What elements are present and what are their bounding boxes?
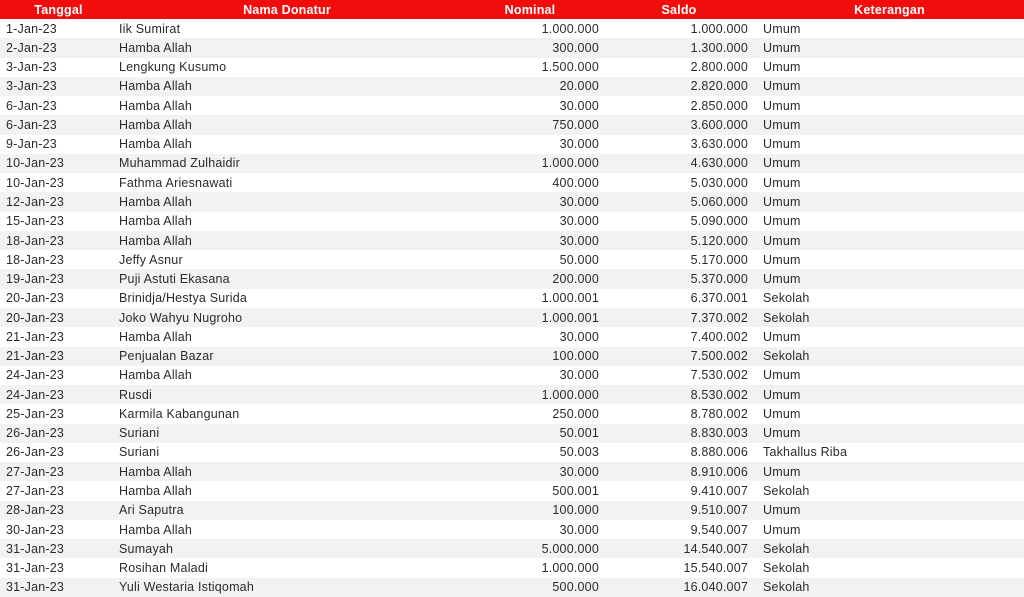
table-row[interactable] [0, 77, 1024, 96]
cell-saldo[interactable]: 1.000.000 [690, 21, 748, 36]
cell-nama-donatur[interactable]: Hamba Allah [119, 329, 193, 344]
cell-saldo[interactable]: 5.060.000 [690, 195, 748, 210]
cell-nama-donatur[interactable]: Rosihan Maladi [119, 561, 208, 576]
cell-nominal[interactable]: 1.500.000 [541, 60, 599, 75]
column-header-tanggal[interactable]: Tanggal [0, 0, 117, 19]
cell-nominal[interactable]: 30.000 [559, 195, 599, 210]
cell-saldo[interactable]: 2.820.000 [690, 79, 748, 94]
cell-saldo[interactable]: 8.530.002 [690, 387, 748, 402]
cell-saldo[interactable]: 3.600.000 [690, 117, 748, 132]
cell-nama-donatur[interactable]: Hamba Allah [119, 233, 193, 248]
cell-nominal[interactable]: 500.001 [552, 484, 599, 498]
cell-nominal[interactable]: 500.000 [552, 580, 599, 595]
cell-saldo[interactable]: 8.910.006 [690, 464, 748, 479]
cell-keterangan[interactable]: Umum [763, 98, 801, 113]
cell-nominal[interactable]: 50.000 [559, 252, 599, 267]
cell-tanggal[interactable]: 24-Jan-23 [6, 368, 65, 383]
table-row[interactable] [0, 154, 1024, 173]
cell-nama-donatur[interactable]: Fathma Ariesnawati [119, 175, 233, 190]
cell-nama-donatur[interactable]: Yuli Westaria Istiqomah [119, 580, 254, 595]
cell-tanggal[interactable]: 31-Jan-23 [6, 580, 65, 595]
cell-tanggal[interactable]: 24-Jan-23 [6, 387, 65, 402]
cell-nominal[interactable]: 100.000 [552, 503, 599, 518]
cell-saldo[interactable]: 2.850.000 [690, 98, 748, 113]
cell-nama-donatur[interactable]: Jeffy Asnur [119, 252, 183, 267]
table-row[interactable] [0, 289, 1024, 308]
cell-nama-donatur[interactable]: Brinidja/Hestya Surida [119, 291, 248, 306]
cell-nama-donatur[interactable]: Joko Wahyu Nugroho [119, 310, 243, 325]
cell-keterangan[interactable]: Umum [763, 426, 801, 441]
cell-nominal[interactable]: 30.000 [559, 522, 599, 537]
cell-keterangan[interactable]: Sekolah [763, 484, 810, 498]
table-row[interactable] [0, 539, 1024, 558]
cell-nominal[interactable]: 1.000.001 [541, 310, 599, 325]
cell-tanggal[interactable]: 15-Jan-23 [6, 214, 65, 229]
cell-saldo[interactable]: 7.370.002 [690, 310, 748, 325]
table-row[interactable] [0, 558, 1024, 577]
table-row[interactable] [0, 96, 1024, 115]
cell-saldo[interactable]: 6.370.001 [690, 291, 748, 306]
cell-nominal[interactable]: 750.000 [552, 117, 599, 132]
cell-tanggal[interactable]: 18-Jan-23 [6, 252, 65, 267]
cell-keterangan[interactable]: Umum [763, 137, 801, 152]
header-row [0, 0, 1024, 19]
cell-saldo[interactable]: 4.630.000 [690, 156, 748, 171]
table-row[interactable] [0, 38, 1024, 57]
cell-nominal[interactable]: 1.000.000 [541, 156, 599, 171]
table-row[interactable] [0, 443, 1024, 462]
cell-nama-donatur[interactable]: Sumayah [119, 541, 174, 556]
cell-nominal[interactable]: 1.000.000 [541, 561, 599, 576]
cell-tanggal[interactable]: 30-Jan-23 [6, 522, 65, 537]
cell-saldo[interactable]: 9.510.007 [690, 503, 748, 518]
cell-keterangan[interactable]: Sekolah [763, 541, 810, 556]
column-header-nominal[interactable]: Nominal [457, 0, 603, 19]
cell-saldo[interactable]: 9.540.007 [690, 522, 748, 537]
table-row[interactable] [0, 308, 1024, 327]
cell-tanggal[interactable]: 10-Jan-23 [6, 156, 65, 171]
cell-nama-donatur[interactable]: Hamba Allah [119, 464, 193, 479]
column-header-saldo[interactable]: Saldo [603, 0, 755, 19]
table-row[interactable] [0, 327, 1024, 346]
cell-keterangan[interactable]: Umum [763, 21, 801, 36]
cell-keterangan[interactable]: Sekolah [763, 561, 810, 576]
cell-nama-donatur[interactable]: Rusdi [119, 387, 152, 402]
cell-nama-donatur[interactable]: Puji Astuti Ekasana [119, 272, 230, 287]
table-row[interactable] [0, 501, 1024, 520]
cell-tanggal[interactable]: 21-Jan-23 [6, 349, 65, 364]
cell-nominal[interactable]: 300.000 [552, 40, 599, 55]
cell-tanggal[interactable]: 31-Jan-23 [6, 541, 65, 556]
cell-nama-donatur[interactable]: Suriani [119, 426, 160, 441]
cell-saldo[interactable]: 2.800.000 [690, 60, 748, 75]
cell-nominal[interactable]: 20.000 [559, 79, 599, 94]
cell-nama-donatur[interactable]: Hamba Allah [119, 137, 193, 152]
cell-nama-donatur[interactable]: Hamba Allah [119, 79, 193, 94]
cell-tanggal[interactable]: 25-Jan-23 [6, 406, 65, 421]
cell-keterangan[interactable]: Takhallus Riba [763, 445, 848, 460]
cell-nominal[interactable]: 5.000.000 [541, 541, 599, 556]
cell-saldo[interactable]: 7.500.002 [690, 349, 748, 364]
cell-saldo[interactable]: 1.300.000 [690, 40, 748, 55]
cell-saldo[interactable]: 8.780.002 [690, 406, 748, 421]
cell-nominal[interactable]: 100.000 [552, 349, 599, 364]
cell-nominal[interactable]: 200.000 [552, 272, 599, 287]
cell-keterangan[interactable]: Umum [763, 387, 801, 402]
cell-keterangan[interactable]: Umum [763, 522, 801, 537]
table-row[interactable] [0, 481, 1024, 500]
cell-tanggal[interactable]: 18-Jan-23 [6, 233, 65, 248]
cell-nama-donatur[interactable]: Iik Sumirat [119, 21, 181, 36]
table-row[interactable] [0, 578, 1024, 597]
cell-tanggal[interactable]: 19-Jan-23 [6, 272, 65, 287]
cell-nama-donatur[interactable]: Suriani [119, 445, 160, 460]
cell-nama-donatur[interactable]: Muhammad Zulhaidir [119, 156, 241, 171]
cell-nama-donatur[interactable]: Hamba Allah [119, 214, 193, 229]
cell-tanggal[interactable]: 10-Jan-23 [6, 175, 65, 190]
table-row[interactable] [0, 404, 1024, 423]
table-row[interactable] [0, 385, 1024, 404]
cell-keterangan[interactable]: Umum [763, 40, 801, 55]
cell-tanggal[interactable]: 31-Jan-23 [6, 561, 65, 576]
table-row[interactable] [0, 347, 1024, 366]
table-row[interactable] [0, 231, 1024, 250]
table-row[interactable] [0, 250, 1024, 269]
cell-keterangan[interactable]: Umum [763, 406, 801, 421]
cell-keterangan[interactable]: Sekolah [763, 349, 810, 364]
cell-saldo[interactable]: 14.540.007 [683, 541, 748, 556]
cell-keterangan[interactable]: Sekolah [763, 291, 810, 306]
cell-nama-donatur[interactable]: Hamba Allah [119, 368, 193, 383]
cell-keterangan[interactable]: Umum [763, 60, 801, 75]
cell-saldo[interactable]: 8.880.006 [690, 445, 748, 460]
cell-nama-donatur[interactable]: Hamba Allah [119, 40, 193, 55]
cell-nominal[interactable]: 30.000 [559, 98, 599, 113]
cell-tanggal[interactable]: 6-Jan-23 [6, 98, 57, 113]
cell-nominal[interactable]: 30.000 [559, 214, 599, 229]
cell-keterangan[interactable]: Umum [763, 79, 801, 94]
table-row[interactable] [0, 192, 1024, 211]
cell-tanggal[interactable]: 3-Jan-23 [6, 79, 57, 94]
cell-nominal[interactable]: 50.001 [559, 426, 599, 441]
table-body [0, 19, 1024, 597]
table-row[interactable] [0, 135, 1024, 154]
cell-tanggal[interactable]: 9-Jan-23 [6, 137, 57, 152]
cell-saldo[interactable]: 15.540.007 [683, 561, 748, 576]
column-header-nama-donatur[interactable]: Nama Donatur [117, 0, 457, 19]
cell-nominal[interactable]: 30.000 [559, 233, 599, 248]
cell-keterangan[interactable]: Umum [763, 175, 801, 190]
table-row[interactable] [0, 424, 1024, 443]
cell-keterangan[interactable]: Umum [763, 252, 801, 267]
cell-nominal[interactable]: 30.000 [559, 137, 599, 152]
cell-nominal[interactable]: 1.000.000 [541, 387, 599, 402]
cell-keterangan[interactable]: Umum [763, 503, 801, 518]
cell-keterangan[interactable]: Umum [763, 272, 801, 287]
cell-saldo[interactable]: 5.030.000 [690, 175, 748, 190]
cell-saldo[interactable]: 5.170.000 [690, 252, 748, 267]
cell-saldo[interactable]: 5.090.000 [690, 214, 748, 229]
table-row[interactable] [0, 462, 1024, 481]
cell-tanggal[interactable]: 3-Jan-23 [6, 60, 57, 75]
cell-nominal[interactable]: 250.000 [552, 406, 599, 421]
cell-nama-donatur[interactable]: Hamba Allah [119, 98, 193, 113]
cell-tanggal[interactable]: 26-Jan-23 [6, 445, 65, 460]
cell-tanggal[interactable]: 26-Jan-23 [6, 426, 65, 441]
cell-nama-donatur[interactable]: Ari Saputra [119, 503, 184, 518]
cell-tanggal[interactable]: 20-Jan-23 [6, 310, 65, 325]
cell-keterangan[interactable]: Sekolah [763, 580, 810, 595]
cell-saldo[interactable]: 7.530.002 [690, 368, 748, 383]
cell-nominal[interactable]: 30.000 [559, 464, 599, 479]
cell-keterangan[interactable]: Sekolah [763, 310, 810, 325]
cell-tanggal[interactable]: 20-Jan-23 [6, 291, 65, 306]
table-row[interactable] [0, 366, 1024, 385]
cell-nama-donatur[interactable]: Karmila Kabangunan [119, 406, 240, 421]
cell-saldo[interactable]: 7.400.002 [690, 329, 748, 344]
cell-tanggal[interactable]: 27-Jan-23 [6, 484, 65, 498]
cell-nominal[interactable]: 1.000.001 [541, 291, 599, 306]
cell-nama-donatur[interactable]: Lengkung Kusumo [119, 60, 227, 75]
cell-nominal[interactable]: 50.003 [559, 445, 599, 460]
cell-keterangan[interactable]: Umum [763, 214, 801, 229]
cell-nominal[interactable]: 400.000 [552, 175, 599, 190]
column-header-keterangan[interactable]: Keterangan [755, 0, 1024, 19]
cell-keterangan[interactable]: Umum [763, 464, 801, 479]
table-row[interactable] [0, 269, 1024, 288]
cell-saldo[interactable]: 8.830.003 [690, 426, 748, 441]
table-row[interactable] [0, 115, 1024, 134]
cell-tanggal[interactable]: 6-Jan-23 [6, 117, 57, 132]
cell-nominal[interactable]: 30.000 [559, 329, 599, 344]
cell-tanggal[interactable]: 27-Jan-23 [6, 464, 65, 479]
table-row[interactable] [0, 58, 1024, 77]
cell-keterangan[interactable]: Umum [763, 195, 801, 210]
cell-saldo[interactable]: 5.370.000 [690, 272, 748, 287]
table-row[interactable] [0, 212, 1024, 231]
cell-nominal[interactable]: 1.000.000 [541, 21, 599, 36]
cell-keterangan[interactable]: Umum [763, 368, 801, 383]
cell-nominal[interactable]: 30.000 [559, 368, 599, 383]
cell-nama-donatur[interactable]: Hamba Allah [119, 117, 193, 132]
cell-tanggal[interactable]: 28-Jan-23 [6, 503, 65, 518]
cell-tanggal[interactable]: 1-Jan-23 [6, 21, 57, 36]
cell-tanggal[interactable]: 12-Jan-23 [6, 195, 65, 210]
cell-keterangan[interactable]: Umum [763, 117, 801, 132]
table-header [0, 0, 1024, 19]
cell-nama-donatur[interactable]: Hamba Allah [119, 484, 193, 498]
cell-keterangan[interactable]: Umum [763, 329, 801, 344]
cell-nama-donatur[interactable]: Penjualan Bazar [119, 349, 214, 364]
cell-tanggal[interactable]: 21-Jan-23 [6, 329, 65, 344]
cell-saldo[interactable]: 5.120.000 [690, 233, 748, 248]
cell-keterangan[interactable]: Umum [763, 156, 801, 171]
cell-tanggal[interactable]: 2-Jan-23 [6, 40, 57, 55]
cell-saldo[interactable]: 3.630.000 [690, 137, 748, 152]
cell-saldo[interactable]: 9.410.007 [690, 484, 748, 498]
cell-keterangan[interactable]: Umum [763, 233, 801, 248]
cell-saldo[interactable]: 16.040.007 [683, 580, 748, 595]
table-row[interactable] [0, 520, 1024, 539]
table-row[interactable] [0, 19, 1024, 38]
table-row[interactable] [0, 173, 1024, 192]
cell-nama-donatur[interactable]: Hamba Allah [119, 522, 193, 537]
cell-nama-donatur[interactable]: Hamba Allah [119, 195, 193, 210]
